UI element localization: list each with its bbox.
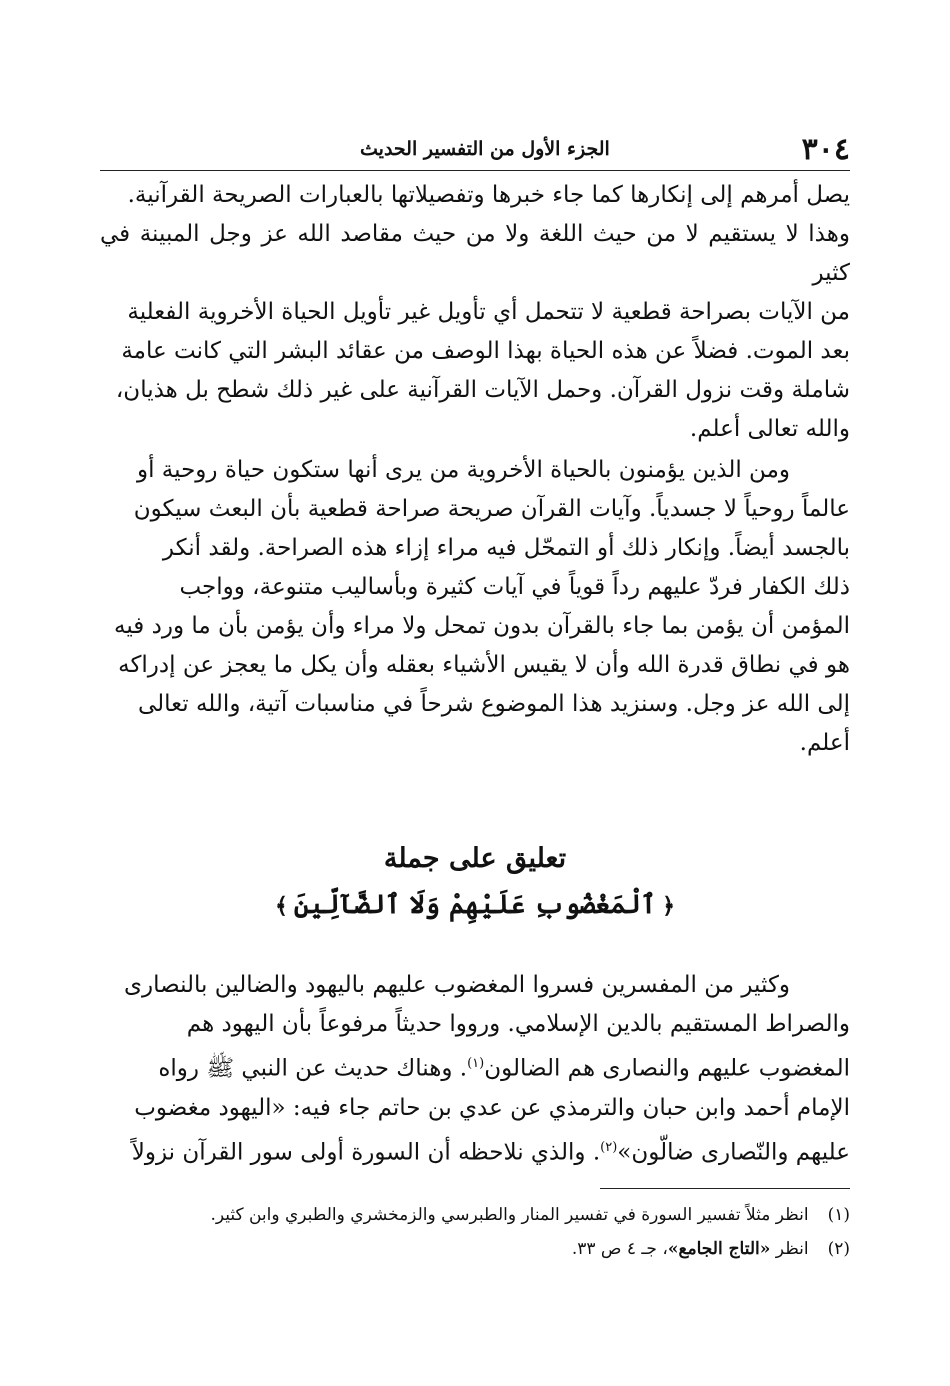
page-number: ٣٠٤: [801, 131, 850, 167]
ornate-bracket-open: ﴿: [662, 893, 676, 919]
text-line: يصل أمرهم إلى إنكارها كما جاء خبرها وتفصيلاتها بالعبارات الصريحة القرآنية.: [127, 182, 850, 208]
footnotes: [100, 1198, 850, 1266]
text-line: [100, 1044, 850, 1089]
footnote-text: انظر مثلاً تفسير السورة في تفسير المنار والطبرسي والزمخشري والطبري وابن كثير.: [210, 1205, 809, 1225]
footnote-book-title: «التاج الجامع»: [667, 1239, 771, 1259]
footnote-text: ، جـ ٤ ص ٣٣.: [571, 1239, 668, 1259]
text-line: الإمام أحمد وابن حبان والترمذي عن عدي بن حاتم جاء فيه: «اليهود مغضوب: [134, 1094, 850, 1121]
text-line: المؤمن أن يؤمن بما جاء بالقرآن بدون تمحل ولا مراء وأن يؤمن بأن ما ورد فيه: [114, 613, 850, 639]
paragraph-3: [100, 966, 850, 1172]
footnote-ref-2[interactable]: (٢): [600, 1139, 618, 1155]
text-line: شاملة وقت نزول القرآن. وحمل الآيات القرآنية على غير ذلك شطح بل هذيان،: [115, 377, 850, 403]
ornate-bracket-close: ﴾: [274, 893, 288, 919]
text-line: من الآيات بصراحة قطعية لا تتحمل أي تأويل غير تأويل الحياة الأخروية الفعلية: [127, 299, 850, 325]
text-line: بعد الموت. فضلاً عن هذه الحياة بهذا الوصف من عقائد البشر التي كانت عامة: [121, 338, 850, 364]
running-title: الجزء الأول من التفسير الحديث: [360, 138, 610, 160]
footnote-text: انظر: [770, 1239, 809, 1259]
section-verse: [100, 890, 850, 920]
verse-text: ٱلْمَغْضُوبِ عَلَيْهِمْ وَلَا ٱلضَّآلِّينَ: [293, 890, 657, 920]
text-line: وكثير من المفسرين فسروا المغضوب عليهم باليهود والضالين بالنصارى: [124, 972, 790, 998]
footnote-2: [100, 1232, 850, 1266]
text-line: أعلم.: [799, 730, 850, 756]
text-line: والصراط المستقيم بالدين الإسلامي. ورووا حديثاً مرفوعاً بأن اليهود هم: [186, 1011, 850, 1037]
footnote-number: (٢): [827, 1239, 850, 1259]
text-line: هو في نطاق قدرة الله وأن لا يقيس الأشياء بعقله وأن يكل ما يعجز عن إدراكه: [118, 652, 850, 678]
text-run: . والذي نلاحظه أن السورة أولى سور القرآن نزولاً: [131, 1139, 601, 1166]
text-line: إلى الله عز وجل. وسنزيد هذا الموضوع شرحاً في مناسبات آتية، والله تعالى: [137, 691, 850, 717]
paragraph-1: [100, 176, 850, 449]
text-line: والله تعالى أعلم.: [689, 416, 850, 442]
text-line: وهذا لا يستقيم لا من حيث اللغة ولا من حيث مقاصد الله عز وجل المبينة في كثير: [100, 221, 850, 286]
page-header: [100, 128, 850, 171]
text-line: ذلك الكفار فردّ عليهم رداً قوياً في آيات كثيرة وبأساليب متنوعة، وواجب: [179, 574, 850, 600]
text-run: . وهناك حديث عن النبي ﷺ رواه: [158, 1055, 468, 1082]
text-line: عالماً روحياً لا جسدياً. وآيات القرآن صريحة صراحة قطعية بأن البعث سيكون: [133, 496, 850, 522]
text-line: بالجسد أيضاً. وإنكار ذلك أو التمحّل فيه مراء إزاء هذه الصراحة. ولقد أنكر: [162, 535, 850, 561]
footnote-1: [100, 1198, 850, 1232]
text-line: [100, 1128, 850, 1173]
footnote-ref-1[interactable]: (١): [467, 1056, 485, 1071]
section-heading: تعليق على جملة: [383, 843, 567, 874]
footnote-divider: [600, 1188, 850, 1189]
text-line: ومن الذين يؤمنون بالحياة الأخروية من يرى أنها ستكون حياة روحية أو: [137, 457, 790, 483]
text-run: عليهم والنّصارى ضالّون»: [617, 1139, 850, 1166]
footnote-number: (١): [827, 1205, 850, 1225]
text-run: المغضوب عليهم والنصارى هم الضالون: [484, 1055, 850, 1082]
paragraph-2: [100, 451, 850, 763]
